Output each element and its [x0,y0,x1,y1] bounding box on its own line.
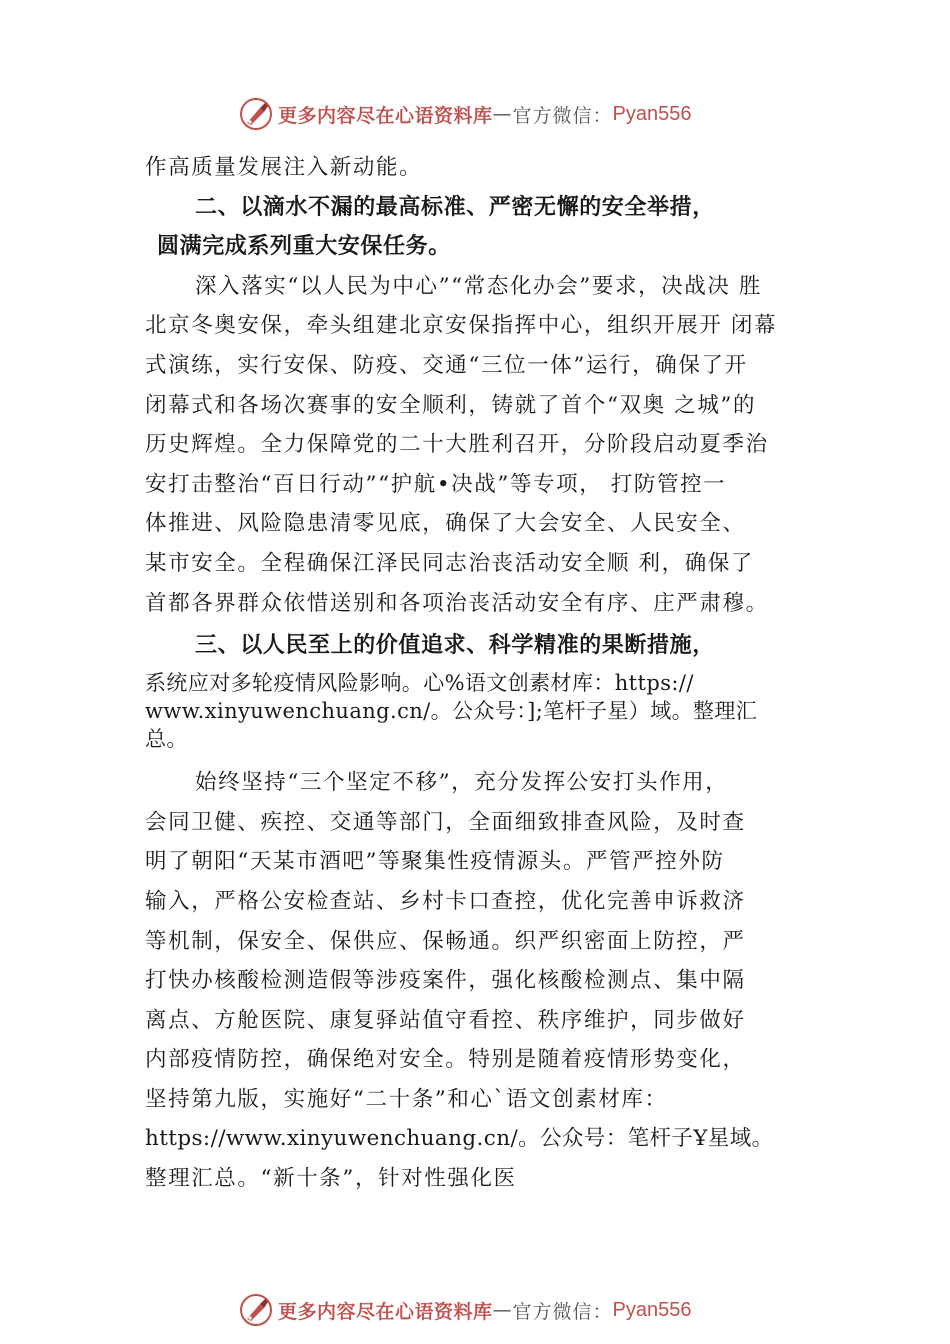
section-heading-3: 三、以人民至上的价值追求、科学精准的果断措施， [195,633,715,659]
footer-watermark-banner [238,1290,692,1330]
pen-nib-logo-icon [238,1292,274,1328]
text-line: 体推进、风险隐患清零见底，确保了大会安全、人民安全、 [145,511,746,537]
text-line: 内部疫情防控，确保绝对安全。特别是随着疫情形势变化， [145,1047,746,1073]
text-line: 始终坚持“三个坚定不移”，充分发挥公安打头作用， [195,770,729,796]
section-heading-2: 二、以滴水不漏的最高标准、严密无懈的安全举措， [195,194,715,220]
brand-text: 更多内容尽在心语资料库 [278,1300,493,1323]
text-line: 坚持第九版，实施好“二十条”和心`语文创素材库： [145,1086,668,1112]
text-line: 打快办核酸检测造假等涉疫案件，强化核酸检测点、集中隔 [145,968,746,994]
text-line: 某市安全。全程确保江泽民同志治丧活动安全顺 利，确保了 [145,550,755,576]
section-heading-2-cont: 圆满完成系列重大安保任务。 [157,234,451,260]
text-line: https://www.xinyuwenchuang.cn/。公众号：笔杆子Ұ星域。 [145,1126,774,1152]
text-line: www.xinyuwenchuang.cn/。公众号：];笔杆子星）域。整理汇 [145,699,758,724]
text-line: 会同卫健、疾控、交通等部门，全面细致排查风险，及时查 [145,809,746,835]
text-line: 整理汇总。“新十条”，针对性强化医 [145,1166,517,1192]
text-line: 历史辉煌。全力保障党的二十大胜利召开，分阶段启动夏季治 [145,432,769,458]
text-line: 输入，严格公安检查站、乡村卡口查控，优化完善申诉救济 [145,888,746,914]
text-line: 式演练，实行安保、防疫、交通“三位一体”运行，确保了开 [145,352,748,378]
wechat-id: Pyan556 [612,102,692,125]
text-line: 闭幕式和各场次赛事的安全顺利，铸就了首个“双奥 之城”的 [145,392,757,418]
wechat-label: 官方微信： [512,1300,613,1323]
document-body [145,148,835,1199]
text-line: 北京冬奥安保，牵头组建北京安保指挥中心，组织开展开 闭幕 [145,313,778,339]
banner-separator: — [492,103,513,125]
text-line: 等机制，保安全、保供应、保畅通。织严织密面上防控，严 [145,928,746,954]
text-line: 总。 [145,727,188,752]
text-line: 系统应对多轮疫情风险影响。心%语文创素材库：https:// [145,671,694,696]
banner-separator: — [492,1299,513,1321]
text-line: 安打击整治“百日行动”“护航•决战”等专项， 打防管控一 [145,471,727,497]
brand-text: 更多内容尽在心语资料库 [278,104,493,127]
text-line: 作高质量发展注入新动能。 [145,155,423,180]
text-line: 离点、方舱医院、康复驿站值守看控、秩序维护，同步做好 [145,1007,746,1033]
text-line: 明了朝阳“天某市酒吧”等聚集性疫情源头。严管严控外防 [145,849,725,875]
header-watermark-banner [238,94,692,134]
pen-nib-logo-icon [238,96,274,132]
text-line: 首都各界群众依惜送别和各项治丧活动安全有序、庄严肃穆。 [145,590,769,616]
text-line: 深入落实“以人民为中心”“常态化办会”要求，决战决 胜 [195,273,763,299]
wechat-id: Pyan556 [612,1298,692,1321]
wechat-label: 官方微信： [512,104,613,127]
